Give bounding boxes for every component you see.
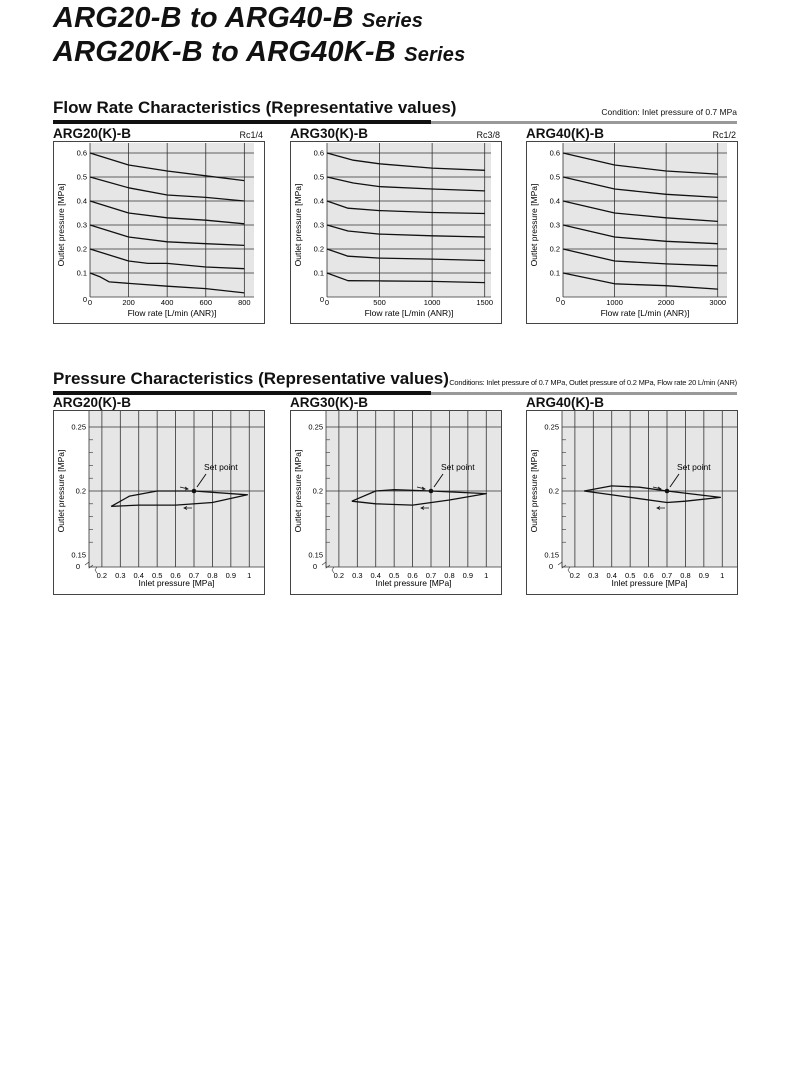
x-tick-label: 0 [87, 298, 93, 307]
plot-area [326, 411, 501, 567]
y-tick-label: 0.6 [549, 148, 560, 158]
title-suffix: Series [361, 10, 424, 32]
x-tick-label: 0.9 [225, 571, 237, 580]
y-tick-label: 0.25 [544, 422, 559, 432]
y-tick-label: 0.2 [76, 244, 87, 254]
y-tick-label: 0.25 [71, 422, 86, 432]
chart-title: ARG30(K)-B [290, 395, 369, 410]
y-tick-label: 0.3 [549, 220, 560, 230]
chart-svg [54, 142, 264, 323]
x-tick-label: 0.5 [624, 571, 636, 580]
port-size: Rc1/4 [239, 130, 263, 140]
y-tick-label: 0.3 [76, 220, 87, 230]
x-tick-label: 0.3 [115, 571, 126, 580]
chart-panel [290, 141, 502, 324]
x-tick-label: 1 [720, 571, 725, 580]
x-tick-label: 0.2 [333, 571, 345, 580]
y-tick-label: 0.15 [71, 550, 86, 560]
x-axis-label: Inlet pressure [MPa] [375, 578, 452, 588]
x-tick-label: 600 [199, 298, 213, 307]
y-axis-label: Outlet pressure [MPa] [293, 449, 303, 533]
chart-panel [53, 141, 265, 324]
y-tick-label: 0 [319, 295, 324, 304]
x-tick-label: 3000 [709, 298, 727, 307]
y-tick-label: 0.2 [313, 244, 324, 254]
chart-panel [526, 410, 738, 595]
chart-title: ARG20(K)-B [53, 395, 132, 410]
port-size: Rc3/8 [476, 130, 500, 140]
x-tick-label: 0.6 [643, 571, 654, 580]
y-tick-label: 0 [555, 295, 560, 304]
y-tick-label: 0 [312, 562, 317, 571]
chart-svg [527, 411, 737, 594]
y-tick-label: 0.15 [308, 550, 323, 560]
x-tick-label: 0.8 [444, 571, 455, 580]
set-point-marker [665, 489, 670, 494]
y-tick-label: 0.4 [76, 196, 87, 206]
x-tick-label: 0.8 [680, 571, 691, 580]
x-tick-label: 0.2 [96, 571, 108, 580]
chart-panel [526, 141, 738, 324]
set-point-annotation: Set point [441, 462, 475, 472]
x-tick-label: 0.5 [151, 571, 163, 580]
set-point-annotation: Set point [677, 462, 711, 472]
x-tick-label: 2000 [657, 298, 675, 307]
x-axis-label: Flow rate [L/min (ANR)] [600, 308, 690, 318]
chart-title: ARG20(K)-B [53, 126, 132, 141]
y-tick-label: 0.5 [76, 172, 87, 182]
chart-title: ARG40(K)-B [526, 126, 605, 141]
x-axis-label: Inlet pressure [MPa] [138, 578, 215, 588]
x-axis-label: Inlet pressure [MPa] [611, 578, 688, 588]
set-point-marker [429, 489, 434, 494]
y-tick-label: 0.2 [75, 486, 86, 496]
y-tick-label: 0.15 [544, 550, 559, 560]
x-tick-label: 0.8 [207, 571, 218, 580]
x-tick-label: 1 [484, 571, 489, 580]
section-heading: Pressure Characteristics (Representative values) [53, 369, 449, 388]
divider [53, 120, 431, 124]
flow-section-header [53, 98, 737, 124]
y-axis-label: Outlet pressure [MPa] [529, 183, 539, 267]
x-tick-label: 0.7 [188, 571, 200, 580]
x-tick-label: 0.9 [462, 571, 474, 580]
x-tick-label: 0 [324, 298, 330, 307]
x-tick-label: 0.4 [606, 571, 617, 580]
plot-area [90, 143, 254, 297]
divider [431, 121, 737, 124]
y-tick-label: 0.25 [308, 422, 323, 432]
y-tick-label: 0 [548, 562, 553, 571]
y-tick-label: 0.1 [313, 268, 324, 278]
x-tick-label: 0.9 [698, 571, 710, 580]
y-tick-label: 0.6 [313, 148, 324, 158]
plot-area [89, 411, 264, 567]
condition-text: Conditions: Inlet pressure of 0.7 MPa, Outlet pressure of 0.2 MPa, Flow rate 20 L/min (ANR) [449, 378, 737, 387]
y-tick-label: 0.3 [313, 220, 324, 230]
x-tick-label: 0.5 [388, 571, 400, 580]
chart-svg [291, 411, 501, 594]
set-point-marker [192, 489, 197, 494]
x-tick-label: 1 [247, 571, 252, 580]
y-axis-label: Outlet pressure [MPa] [293, 183, 303, 267]
y-tick-label: 0.2 [549, 244, 560, 254]
x-tick-label: 0.6 [407, 571, 418, 580]
x-tick-label: 0.4 [133, 571, 144, 580]
x-tick-label: 0.6 [170, 571, 181, 580]
chart-panel [53, 410, 265, 595]
section-heading: Flow Rate Characteristics (Representative values) [53, 98, 457, 117]
y-tick-label: 0.6 [76, 148, 87, 158]
series-title-2 [53, 36, 465, 69]
x-tick-label: 1500 [476, 298, 494, 307]
y-tick-label: 0.4 [313, 196, 324, 206]
chart-svg [54, 411, 264, 594]
y-tick-label: 0.2 [548, 486, 559, 496]
x-tick-label: 0 [560, 298, 566, 307]
port-size: Rc1/2 [712, 130, 736, 140]
x-axis-label: Flow rate [L/min (ANR)] [364, 308, 454, 318]
x-tick-label: 0.2 [569, 571, 581, 580]
title-main: ARG20K-B to ARG40K-B [53, 36, 396, 68]
chart-svg [527, 142, 737, 323]
x-tick-label: 0.3 [352, 571, 363, 580]
x-tick-label: 1000 [423, 298, 441, 307]
y-tick-label: 0.4 [549, 196, 560, 206]
chart-panel [290, 410, 502, 595]
x-tick-label: 800 [238, 298, 251, 307]
y-tick-label: 0.2 [312, 486, 323, 496]
y-tick-label: 0.5 [549, 172, 560, 182]
x-tick-label: 0.3 [588, 571, 599, 580]
x-tick-label: 0.4 [370, 571, 381, 580]
set-point-annotation: Set point [204, 462, 238, 472]
condition-text: Condition: Inlet pressure of 0.7 MPa [601, 107, 737, 117]
x-tick-label: 400 [160, 298, 174, 307]
x-tick-label: 1000 [606, 298, 623, 307]
chart-svg [291, 142, 501, 323]
title-suffix: Series [404, 44, 466, 66]
y-tick-label: 0.1 [549, 268, 560, 278]
y-axis-label: Outlet pressure [MPa] [56, 449, 66, 533]
chart-title: ARG30(K)-B [290, 126, 369, 141]
y-tick-label: 0.5 [313, 172, 324, 182]
y-axis-label: Outlet pressure [MPa] [56, 183, 66, 267]
x-tick-label: 500 [373, 298, 386, 307]
x-tick-label: 0.7 [661, 571, 673, 580]
x-tick-label: 200 [122, 298, 135, 307]
title-main: ARG20-B to ARG40-B [53, 2, 354, 34]
x-tick-label: 0.7 [425, 571, 437, 580]
x-axis-label: Flow rate [L/min (ANR)] [127, 308, 217, 318]
y-tick-label: 0 [82, 295, 87, 304]
series-title-1 [53, 2, 423, 35]
y-tick-label: 0 [75, 562, 80, 571]
pressure-section-header [53, 369, 737, 395]
y-tick-label: 0.1 [76, 268, 87, 278]
chart-title: ARG40(K)-B [526, 395, 605, 410]
y-axis-label: Outlet pressure [MPa] [529, 449, 539, 533]
